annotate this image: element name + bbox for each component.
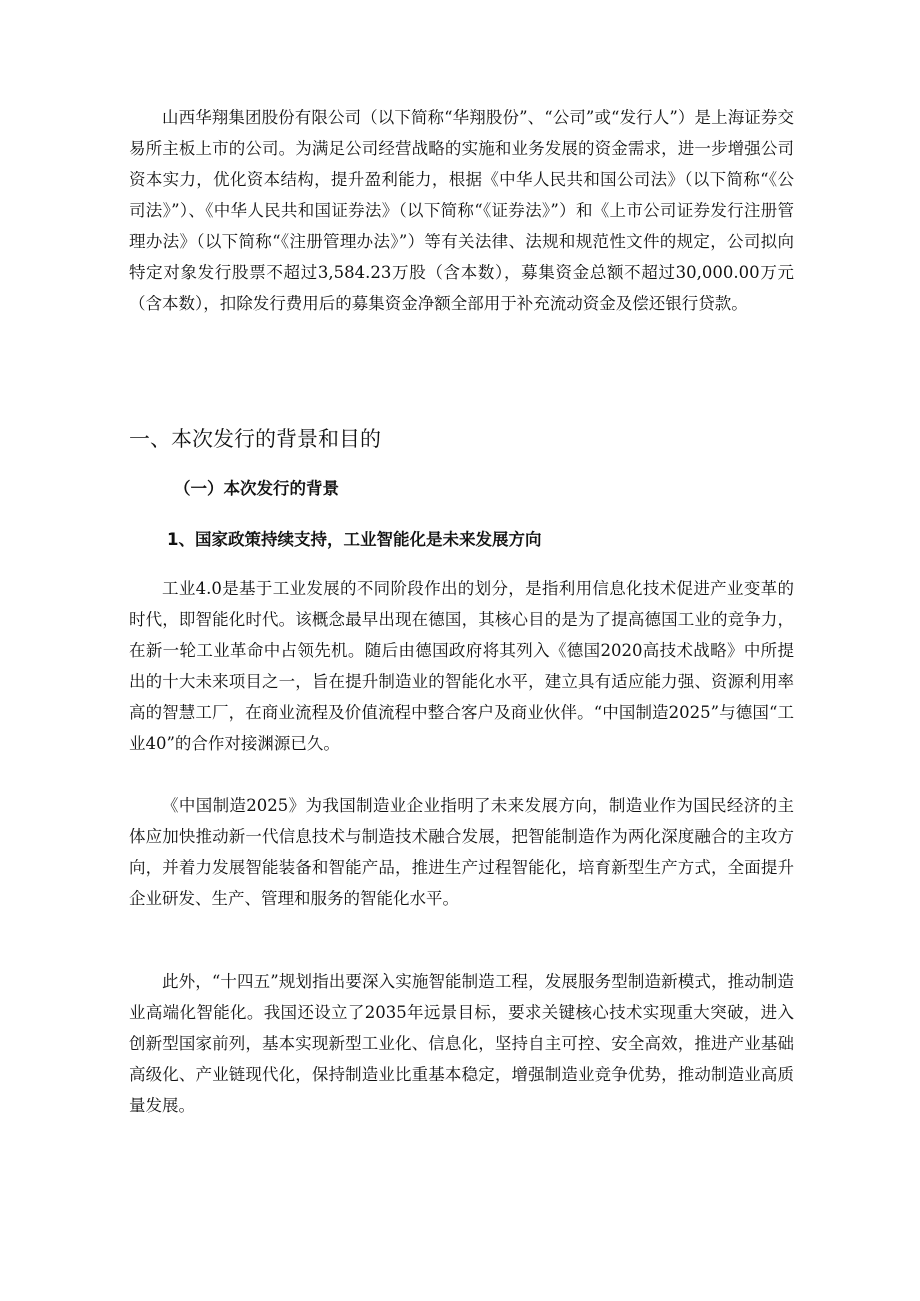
made-in-china-paragraph: 《中国制造2025》为我国制造业企业指明了未来发展方向，制造业作为国民经济的主体应加快推动新一代信息技术与制造技术融合发展，把智能制造作为两化深度融合的主攻方向，并着力发展智能装备和智能产品，推进生产过程智能化，培育新型生产方式，全面提升企业研发、生产、管理和服务的智能化水平。	[129, 796, 794, 908]
item-heading	[129, 526, 832, 554]
subsection-heading: （一）本次发行的背景	[174, 479, 339, 498]
industry40-paragraph: 工业4.0是基于工业发展的不同阶段作出的划分，是指利用信息化技术促进产业变革的时代，即智能化时代。该概念最早出现在德国，其核心目的是为了提高德国工业的竞争力，在新一轮工业革命中占领先机。随后由德国政府将其列入《德国2020高技术战略》中所提出的十大未来项目之一，旨在提升制造业的智能化水平，建立具有适应能力强、资源利用率高的智慧工厂，在商业流程及价值流程中整合客户及商业伙伴。“中国制造2025”与德国“工业40”的合作对接渊源已久。	[129, 579, 794, 753]
item-number: 1	[167, 530, 179, 549]
section-heading: 一、本次发行的背景和目的	[129, 427, 381, 451]
item-heading-text: 、国家政策持续支持，工业智能化是未来发展方向	[178, 530, 542, 549]
fourteenth-plan-paragraph: 此外，“十四五”规划指出要深入实施智能制造工程，发展服务型制造新模式，推动制造业高端化智能化。我国还设立了2035年远景目标，要求关键核心技术实现重大突破，进入创新型国家前列，基本实现新型工业化、信息化，坚持自主可控、安全高效，推进产业基础高级化、产业链现代化，保持制造业比重基本稳定，增强制造业竞争优势，推动制造业高质量发展。	[129, 972, 794, 1115]
intro-paragraph: 山西华翔集团股份有限公司（以下简称“华翔股份”、“公司”或“发行人”）是上海证券交易所主板上市的公司。为满足公司经营战略的实施和业务发展的资金需求，进一步增强公司资本实力，优化资本结构，提升盈利能力，根据《中华人民共和国公司法》（以下简称“《公司法》”）、《中华人民共和国证券法》（以下简称“《证券法》”）和《上市公司证券发行注册管理办法》（以下简称“《注册管理办法》”）等有关法律、法规和规范性文件的规定，公司拟向特定对象发行股票不超过3,584.23万股（含本数），募集资金总额不超过30,000.00万元（含本数），扣除发行费用后的募集资金净额全部用于补充流动资金及偿还银行贷款。	[129, 108, 794, 313]
